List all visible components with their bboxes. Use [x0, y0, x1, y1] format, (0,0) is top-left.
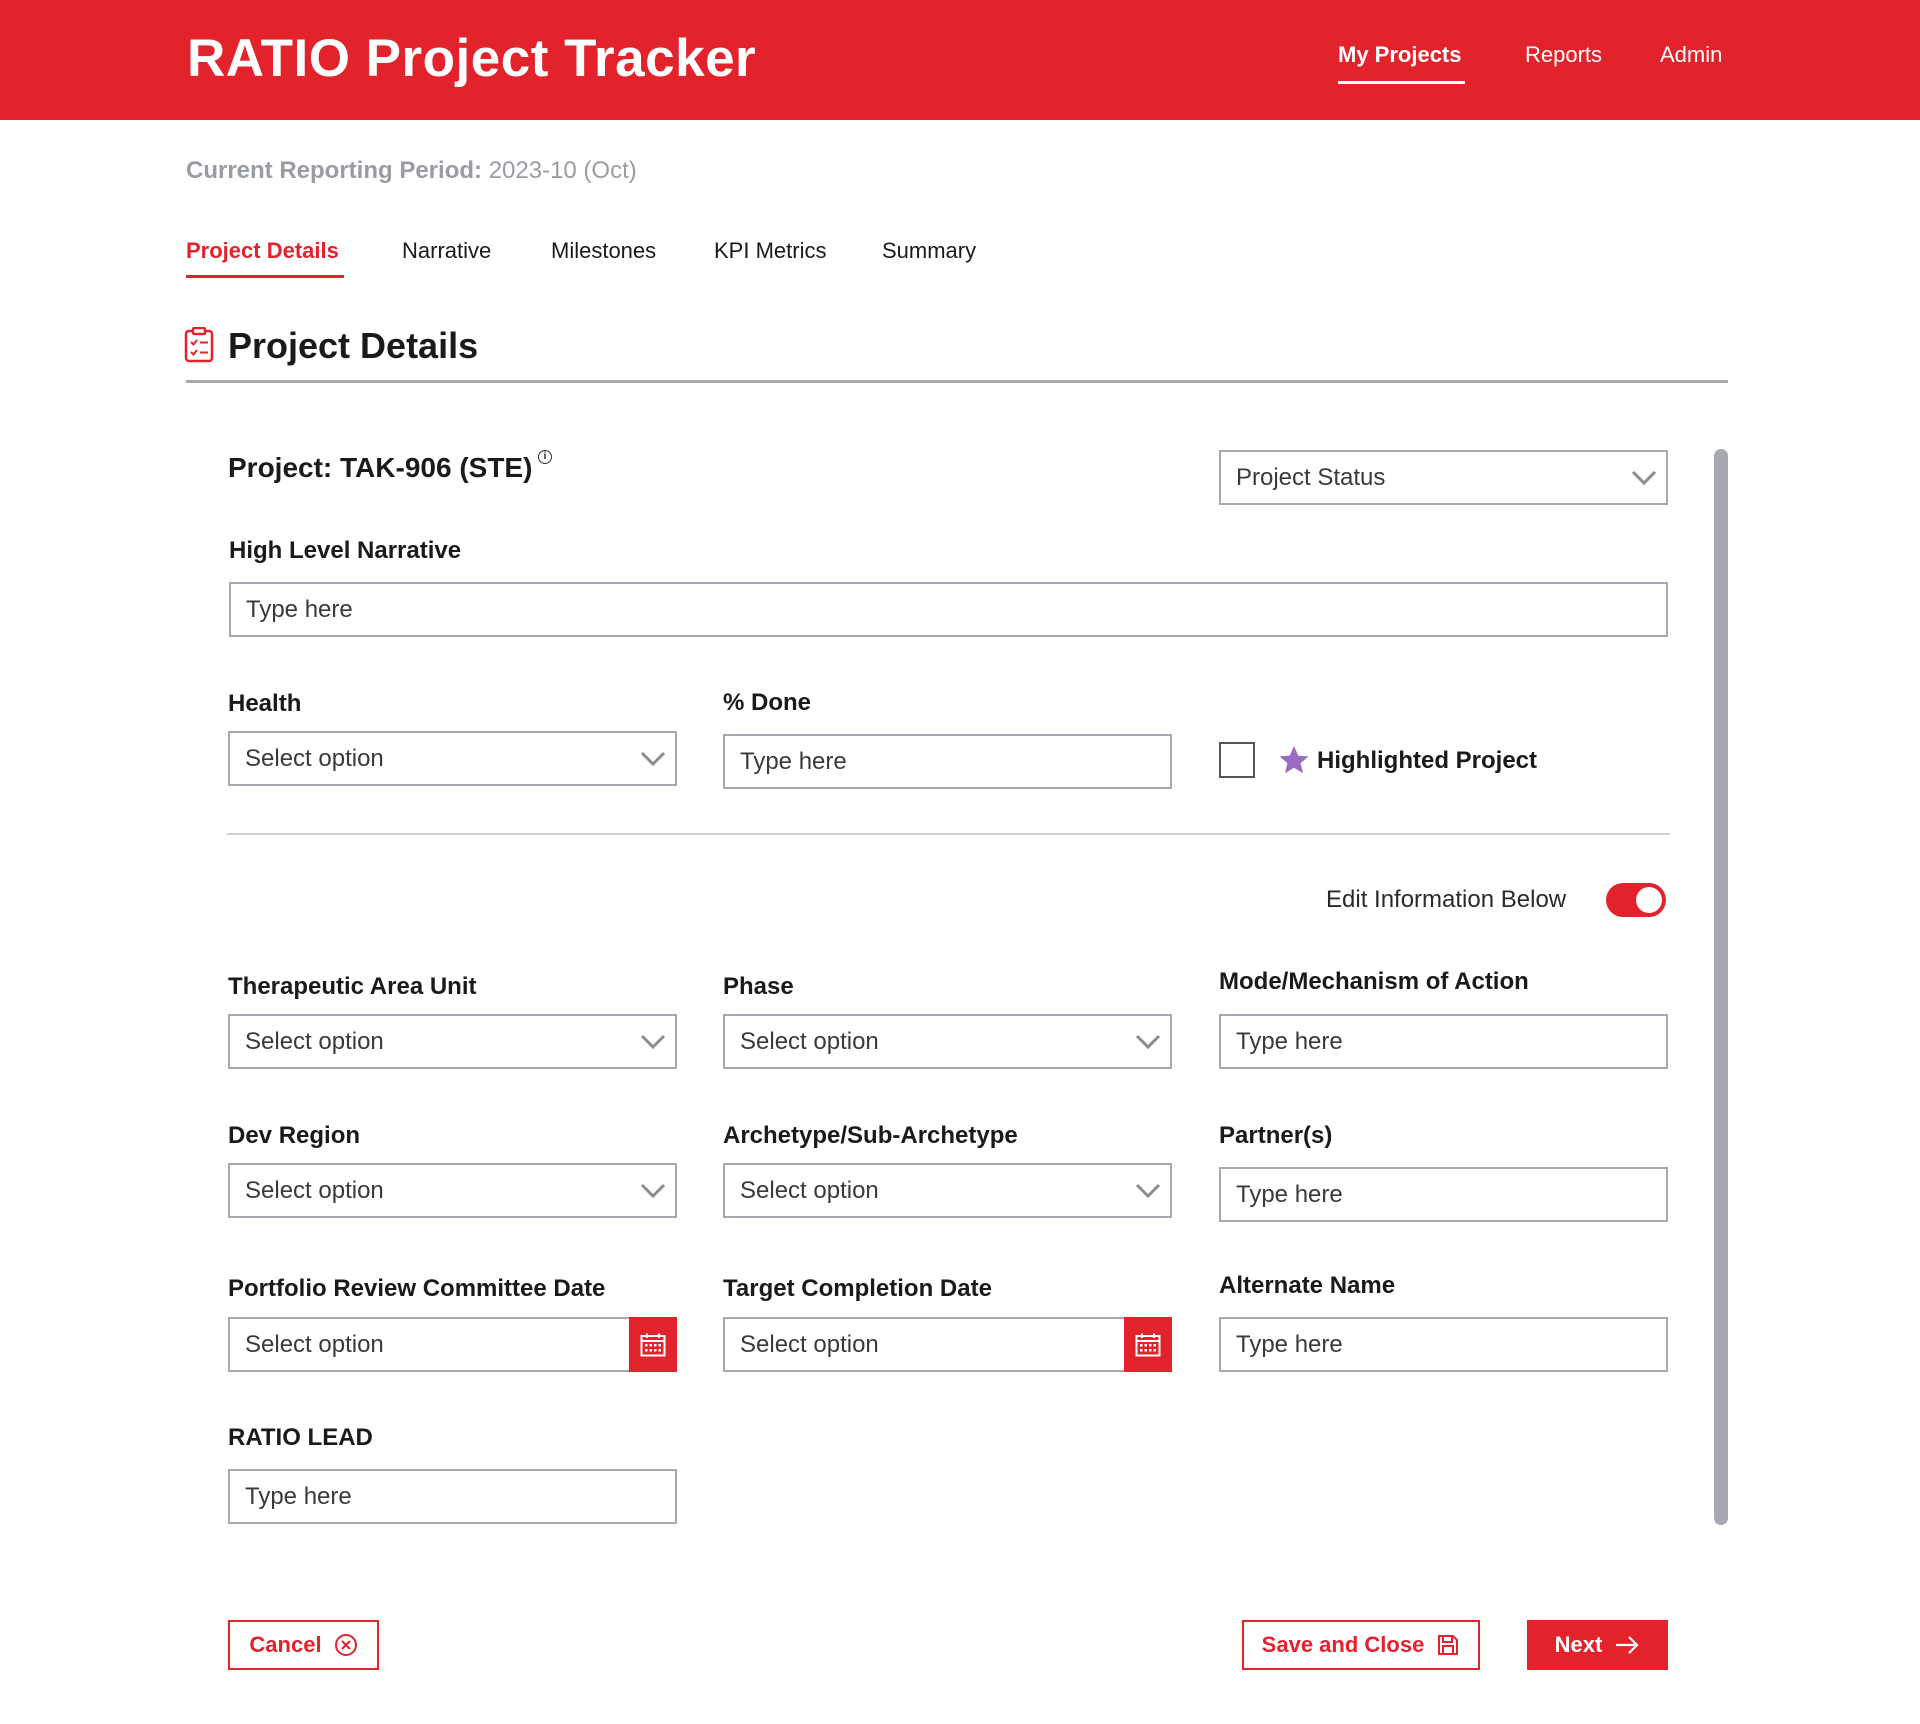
- dev-region-select[interactable]: [228, 1163, 677, 1218]
- section-title: Project Details: [228, 325, 479, 366]
- edit-toggle-label: Edit Information Below: [1326, 886, 1567, 913]
- phase-select[interactable]: [723, 1014, 1172, 1069]
- partners-label: Partner(s): [1219, 1122, 1333, 1149]
- tab-active-indicator: [186, 275, 344, 278]
- narrative-label: High Level Narrative: [229, 537, 462, 564]
- chevron-down-icon: [637, 1174, 669, 1206]
- health-label: Health: [228, 690, 302, 717]
- arrow-right-icon: [1614, 1634, 1640, 1656]
- therapeutic-area-label: Therapeutic Area Unit: [228, 973, 477, 1000]
- tab-kpi-metrics[interactable]: KPI Metrics: [714, 238, 827, 263]
- target-date-value: Select option: [740, 1331, 879, 1358]
- mechanism-input[interactable]: [1219, 1014, 1668, 1069]
- ratio-lead-placeholder: Type here: [245, 1483, 352, 1510]
- tab-summary[interactable]: Summary: [882, 238, 977, 263]
- close-circle-icon: [334, 1633, 358, 1657]
- calendar-button[interactable]: [629, 1317, 677, 1372]
- save-close-label: Save and Close: [1261, 1632, 1425, 1657]
- dev-region-label: Dev Region: [228, 1122, 361, 1149]
- top-bar: [0, 0, 1920, 120]
- partners-placeholder: Type here: [1236, 1181, 1343, 1208]
- next-label: Next: [1554, 1632, 1603, 1657]
- save-close-button[interactable]: [1242, 1620, 1480, 1670]
- alternate-name-input[interactable]: [1219, 1317, 1668, 1372]
- star-icon: [1278, 744, 1310, 776]
- done-input[interactable]: [723, 734, 1172, 789]
- calendar-icon: [640, 1333, 666, 1357]
- dev-region-value: Select option: [245, 1177, 384, 1204]
- cancel-label: Cancel: [249, 1632, 322, 1657]
- chevron-down-icon: [637, 1025, 669, 1057]
- narrative-input[interactable]: [229, 582, 1668, 637]
- target-date-picker[interactable]: [723, 1317, 1172, 1372]
- cancel-button[interactable]: [228, 1620, 379, 1670]
- done-label: % Done: [723, 689, 812, 716]
- prc-date-picker[interactable]: [228, 1317, 677, 1372]
- highlighted-label: Highlighted Project: [1317, 747, 1538, 774]
- chevron-down-icon: [637, 742, 669, 774]
- form-divider: [227, 833, 1670, 835]
- chevron-down-icon: [1132, 1174, 1164, 1206]
- section-divider: [186, 380, 1728, 383]
- project-status-select[interactable]: [1219, 450, 1668, 505]
- prc-date-label: Portfolio Review Committee Date: [228, 1275, 606, 1302]
- chevron-down-icon: [1628, 461, 1660, 493]
- phase-value: Select option: [740, 1028, 879, 1055]
- done-placeholder: Type here: [740, 748, 847, 775]
- phase-label: Phase: [723, 973, 794, 1000]
- tab-milestones[interactable]: Milestones: [551, 238, 657, 263]
- next-button[interactable]: [1527, 1620, 1668, 1670]
- nav-reports[interactable]: Reports: [1525, 42, 1603, 67]
- toggle-knob: [1636, 887, 1662, 913]
- health-value: Select option: [245, 745, 384, 772]
- scrollbar[interactable]: [1714, 449, 1728, 1525]
- clipboard-check-icon: [184, 327, 214, 363]
- calendar-icon: [1135, 1333, 1161, 1357]
- mechanism-placeholder: Type here: [1236, 1028, 1343, 1055]
- tab-project-details[interactable]: Project Details: [186, 238, 339, 263]
- therapeutic-area-select[interactable]: [228, 1014, 677, 1069]
- chevron-down-icon: [1132, 1025, 1164, 1057]
- archetype-label: Archetype/Sub-Archetype: [723, 1122, 1018, 1149]
- narrative-placeholder: Type here: [246, 596, 353, 623]
- nav-my-projects[interactable]: My Projects: [1338, 42, 1462, 67]
- partners-input[interactable]: [1219, 1167, 1668, 1222]
- ratio-lead-input[interactable]: [228, 1469, 677, 1524]
- alternate-name-label: Alternate Name: [1219, 1272, 1396, 1299]
- project-status-value: Project Status: [1236, 464, 1386, 491]
- tab-narrative[interactable]: Narrative: [402, 238, 492, 263]
- info-icon[interactable]: i: [538, 450, 552, 464]
- mechanism-label: Mode/Mechanism of Action: [1219, 968, 1529, 995]
- calendar-button[interactable]: [1124, 1317, 1172, 1372]
- nav-admin[interactable]: Admin: [1660, 42, 1723, 67]
- alternate-name-placeholder: Type here: [1236, 1331, 1343, 1358]
- reporting-period: [186, 157, 637, 185]
- app-title: RATIO Project Tracker: [187, 29, 757, 88]
- archetype-select[interactable]: [723, 1163, 1172, 1218]
- prc-date-value: Select option: [245, 1331, 384, 1358]
- save-icon: [1436, 1633, 1460, 1657]
- ratio-lead-label: RATIO LEAD: [228, 1424, 373, 1451]
- project-name: Project: TAK-906 (STE): [228, 452, 533, 483]
- reporting-period-label: Current Reporting Period:: [186, 157, 483, 184]
- edit-toggle[interactable]: [1606, 883, 1666, 917]
- health-select[interactable]: [228, 731, 677, 786]
- therapeutic-area-value: Select option: [245, 1028, 384, 1055]
- highlighted-checkbox[interactable]: [1219, 742, 1255, 778]
- reporting-period-value: 2023-10 (Oct): [488, 157, 637, 184]
- target-date-label: Target Completion Date: [723, 1275, 992, 1302]
- archetype-value: Select option: [740, 1177, 879, 1204]
- nav-active-indicator: [1338, 81, 1465, 84]
